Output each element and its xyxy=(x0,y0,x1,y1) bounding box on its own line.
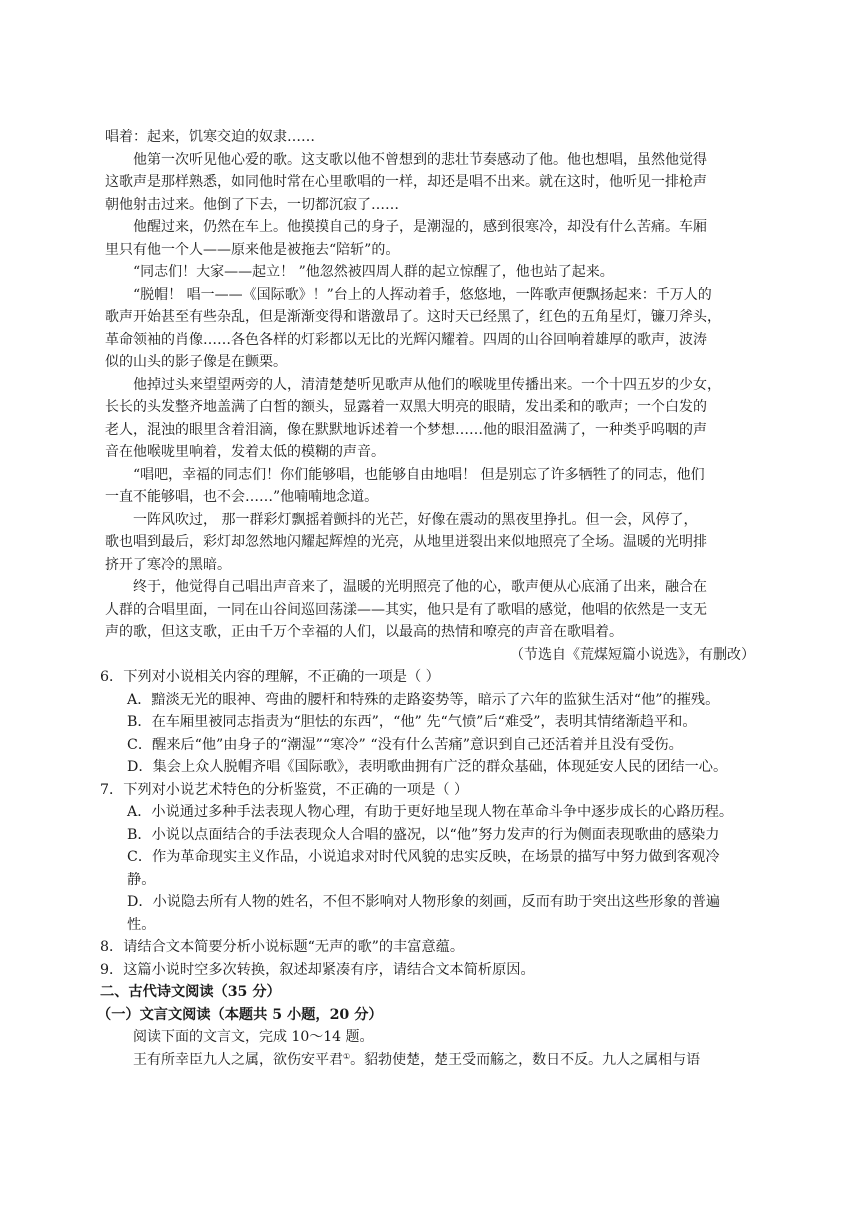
passage-line: “脱帽！ 唱一——《国际歌》！”台上的人挥动着手，悠悠地，一阵歌声便飘扬起来：千万人的 xyxy=(133,286,712,303)
question-7-option-c-cont: 静。 xyxy=(127,871,156,888)
question-9: 9．这篇小说时空多次转换，叙述却紧凑有序，请结合文本简析原因。 xyxy=(100,961,535,978)
exam-page xyxy=(97,126,755,1071)
footnote-marker: ① xyxy=(343,1051,351,1061)
question-7-option-b: B．小说以点面结合的手法表现众人合唱的盛况，以“他”努力发声的行为侧面表现歌曲的感染力 xyxy=(127,826,720,843)
passage-line: 声的歌，但这支歌，正由千万个幸福的人们，以最高的热情和嘹亮的声音在歌唱着。 xyxy=(105,624,623,640)
passage-line: 老人，混浊的眼里含着泪滴，像在默默地诉述着一个梦想……他的眼泪盈满了，一种类乎呜咽的声 xyxy=(105,421,707,438)
question-8: 8．请结合文本简要分析小说标题“无声的歌”的丰富意蕴。 xyxy=(100,939,465,955)
passage-line: 似的山头的影子像是在颤栗。 xyxy=(105,354,287,370)
question-7-option-d-cont: 性。 xyxy=(127,916,156,933)
passage-line: “同志们！大家——起立！ ”他忽然被四周人群的起立惊醒了，他也站了起来。 xyxy=(133,264,614,280)
passage-line: 里只有他一个人——原来他是被拖去“陪斩”的。 xyxy=(105,241,400,258)
subsection-heading-classical-chinese: （一）文言文阅读（本题共 5 小题，20 分） xyxy=(97,1006,383,1023)
passage-line: 挤开了寒冷的黑暗。 xyxy=(105,556,231,573)
question-7-stem: 7．下列对小说艺术特色的分析鉴赏，不正确的一项是（ ） xyxy=(100,781,469,798)
passage-line: 音在他喉咙里响着，发着太低的模糊的声音。 xyxy=(105,444,385,460)
question-6-option-a: A．黯淡无光的眼神、弯曲的腰杆和特殊的走路姿势等，暗示了六年的监狱生活对“他”的摧残。 xyxy=(127,691,720,708)
question-6-option-b: B．在车厢里被同志指责为“胆怯的东西”，“他” 先“气愤”后“难受”，表明其情绪渐趋平和。 xyxy=(127,714,697,730)
reading-instruction: 阅读下面的文言文，完成 10～14 题。 xyxy=(133,1029,374,1045)
question-6-stem: 6．下列对小说相关内容的理解，不正确的一项是（ ） xyxy=(100,669,440,685)
classical-text-a: 王有所幸臣九人之属，欲伤安平君 xyxy=(133,1051,343,1068)
question-6-option-c: C．醒来后“他”由身子的“潮湿”“寒冷” “没有什么苦痛”意识到自己还活着并且没有受伤。 xyxy=(127,736,683,753)
question-7-option-d: D．小说隐去所有人物的姓名，不但不影响对人物形象的刻画，反而有助于突出这些形象的普遍 xyxy=(127,894,721,910)
passage-line: “唱吧，幸福的同志们！你们能够唱，也能够自由地唱！ 但是别忘了许多牺牲了的同志，他们 xyxy=(133,466,705,483)
source-citation: （节选自《荒煤短篇小说选》，有删改） xyxy=(510,646,755,663)
question-7-option-a: A．小说通过多种手法表现人物心理，有助于更好地呈现人物在革命斗争中逐步成长的心路历程。 xyxy=(127,804,734,820)
classical-text-b: 。貂勃使楚，楚王受而觞之，数日不反。九人之属相与语 xyxy=(350,1051,701,1068)
passage-line: 歌声开始甚至有些杂乱，但是渐渐变得和谐激昂了。这时天已经黑了，红色的五角星灯，镰刀斧头， xyxy=(105,309,721,325)
passage-line: 人群的合唱里面，一同在山谷间巡回荡漾——其实，他只是有了歌唱的感觉，他唱的依然是一支无 xyxy=(105,601,707,618)
passage-line: 这歌声是那样熟悉，如同他时常在心里歌唱的一样，却还是唱不出来。就在这时，他听见一排枪声 xyxy=(105,174,707,190)
passage-line: 终于，他觉得自己唱出声音来了，温暖的光明照亮了他的心，歌声便从心底涌了出来，融合在 xyxy=(133,579,707,595)
passage-line: 歌也唱到最后，彩灯却忽然地闪耀起辉煌的光亮，从地里迸裂出来似地照亮了全场。温暖的光明排 xyxy=(105,534,707,550)
passage-line: 他掉过头来望望两旁的人，清清楚楚听见歌声从他们的喉咙里传播出来。一个十四五岁的少女， xyxy=(133,376,721,393)
passage-line: 一阵风吹过， 那一群彩灯飘摇着颤抖的光芒，好像在震动的黑夜里挣扎。但一会，风停了， xyxy=(133,511,698,528)
question-6-option-d: D．集会上众人脱帽齐唱《国际歌》，表明歌曲拥有广泛的群众基础，体现延安人民的团结一心。 xyxy=(127,759,728,775)
passage-line: 一直不能够唱，也不会……”他喃喃地念道。 xyxy=(105,489,379,505)
passage-line: 革命领袖的肖像……各色各样的灯彩都以无比的光辉闪耀着。四周的山谷回响着雄厚的歌声，波涛 xyxy=(105,331,707,348)
section-heading-ancient-reading: 二、古代诗文阅读（35 分） xyxy=(100,984,281,1000)
passage-line: 长长的头发整齐地盖满了白皙的额头，显露着一双黑大明亮的眼睛，发出柔和的歌声；一个白发的 xyxy=(105,399,707,415)
passage-line: 他醒过来，仍然在车上。他摸摸自己的身子，是潮湿的，感到很寒冷，却没有什么苦痛。车厢 xyxy=(133,219,707,235)
passage-line: 他第一次听见他心爱的歌。这支歌以他不曾想到的悲壮节奏感动了他。他也想唱，虽然他觉得 xyxy=(133,151,707,168)
passage-line: 唱着：起来，饥寒交迫的奴隶…… xyxy=(105,129,315,145)
classical-text-line xyxy=(105,1049,755,1072)
passage-line: 朝他射击过来。他倒了下去，一切都沉寂了…… xyxy=(105,196,399,213)
question-7-option-c: C．作为革命现实主义作品，小说追求对时代风貌的忠实反映，在场景的描写中努力做到客观冷 xyxy=(127,849,720,865)
